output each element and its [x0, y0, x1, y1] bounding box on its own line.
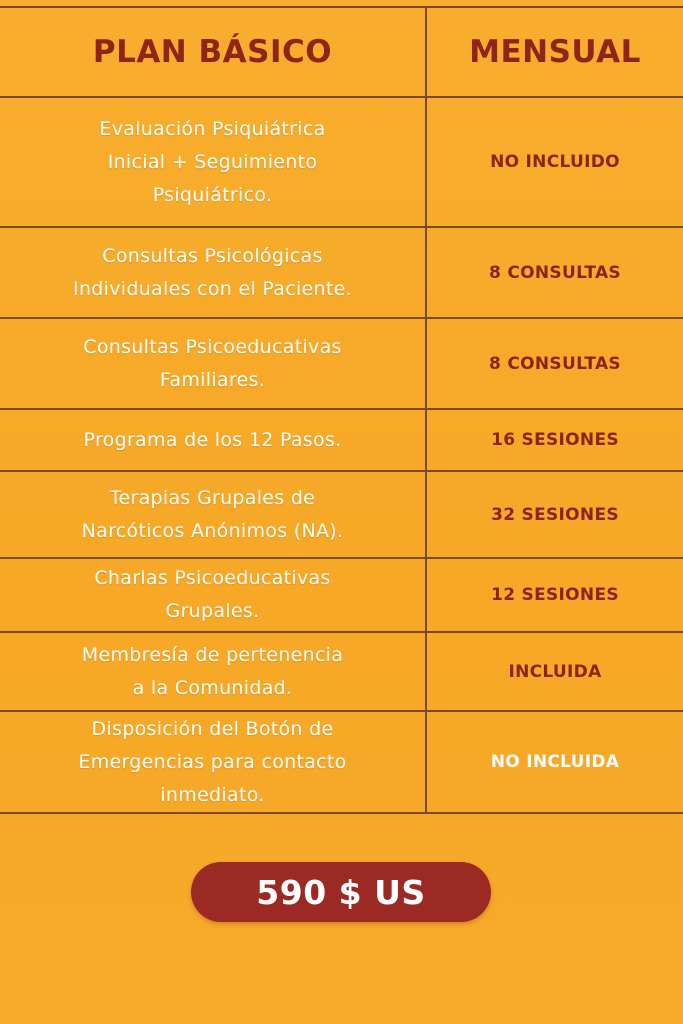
value-cell: [427, 98, 683, 226]
feature-label: Terapias Grupales de Narcóticos Anónimos (NA).: [81, 486, 344, 542]
feature-value: INCLUIDA: [508, 661, 602, 682]
table-row: [0, 633, 683, 712]
feature-cell: [0, 472, 427, 557]
table-row: [0, 319, 683, 410]
feature-label: Consultas Psicoeducativas Familiares.: [83, 335, 342, 391]
feature-cell: [0, 410, 427, 470]
table-row: [0, 712, 683, 814]
feature-value: NO INCLUIDO: [490, 152, 620, 172]
feature-cell: [0, 712, 427, 812]
value-cell: [427, 633, 683, 710]
feature-label: Charlas Psicoeducativas Grupales.: [94, 567, 331, 622]
feature-cell: [0, 633, 427, 710]
feature-label: Consultas Psicológicas Individuales con el Paciente.: [73, 244, 352, 300]
feature-label: Programa de los 12 Pasos.: [83, 428, 342, 451]
price-badge[interactable]: [191, 862, 491, 922]
table-row: [0, 472, 683, 559]
table-header-row: [0, 6, 683, 98]
value-cell: [427, 472, 683, 557]
table-row: [0, 98, 683, 228]
feature-value: 12 SESIONES: [491, 585, 619, 605]
feature-label: Membresía de pertenencia a la Comunidad.: [81, 643, 344, 699]
feature-value: 16 SESIONES: [491, 430, 619, 450]
feature-cell: [0, 559, 427, 631]
feature-cell: [0, 98, 427, 226]
value-cell: [427, 712, 683, 812]
period-title: MENSUAL: [469, 34, 641, 70]
value-cell: [427, 228, 683, 317]
feature-value: NO INCLUIDA: [490, 752, 620, 772]
feature-value: 32 SESIONES: [491, 504, 619, 525]
value-cell: [427, 319, 683, 408]
table-row: [0, 228, 683, 319]
feature-cell: [0, 228, 427, 317]
feature-value: 8 CONSULTAS: [489, 353, 621, 374]
header-cell-plan: [0, 8, 427, 96]
table-row: [0, 410, 683, 472]
plan-title: PLAN BÁSICO: [92, 34, 333, 70]
value-cell: [427, 559, 683, 631]
feature-cell: [0, 319, 427, 408]
header-cell-period: [427, 8, 683, 96]
feature-value: 8 CONSULTAS: [489, 262, 621, 283]
value-cell: [427, 410, 683, 470]
plan-table: [0, 6, 683, 814]
table-row: [0, 559, 683, 633]
feature-label: Evaluación Psiquiátrica Inicial + Seguimiento Psiquiátrico.: [99, 117, 326, 206]
feature-label: Disposición del Botón de Emergencias para contacto inmediato.: [78, 717, 347, 806]
price-label: 590 $ US: [256, 872, 426, 912]
